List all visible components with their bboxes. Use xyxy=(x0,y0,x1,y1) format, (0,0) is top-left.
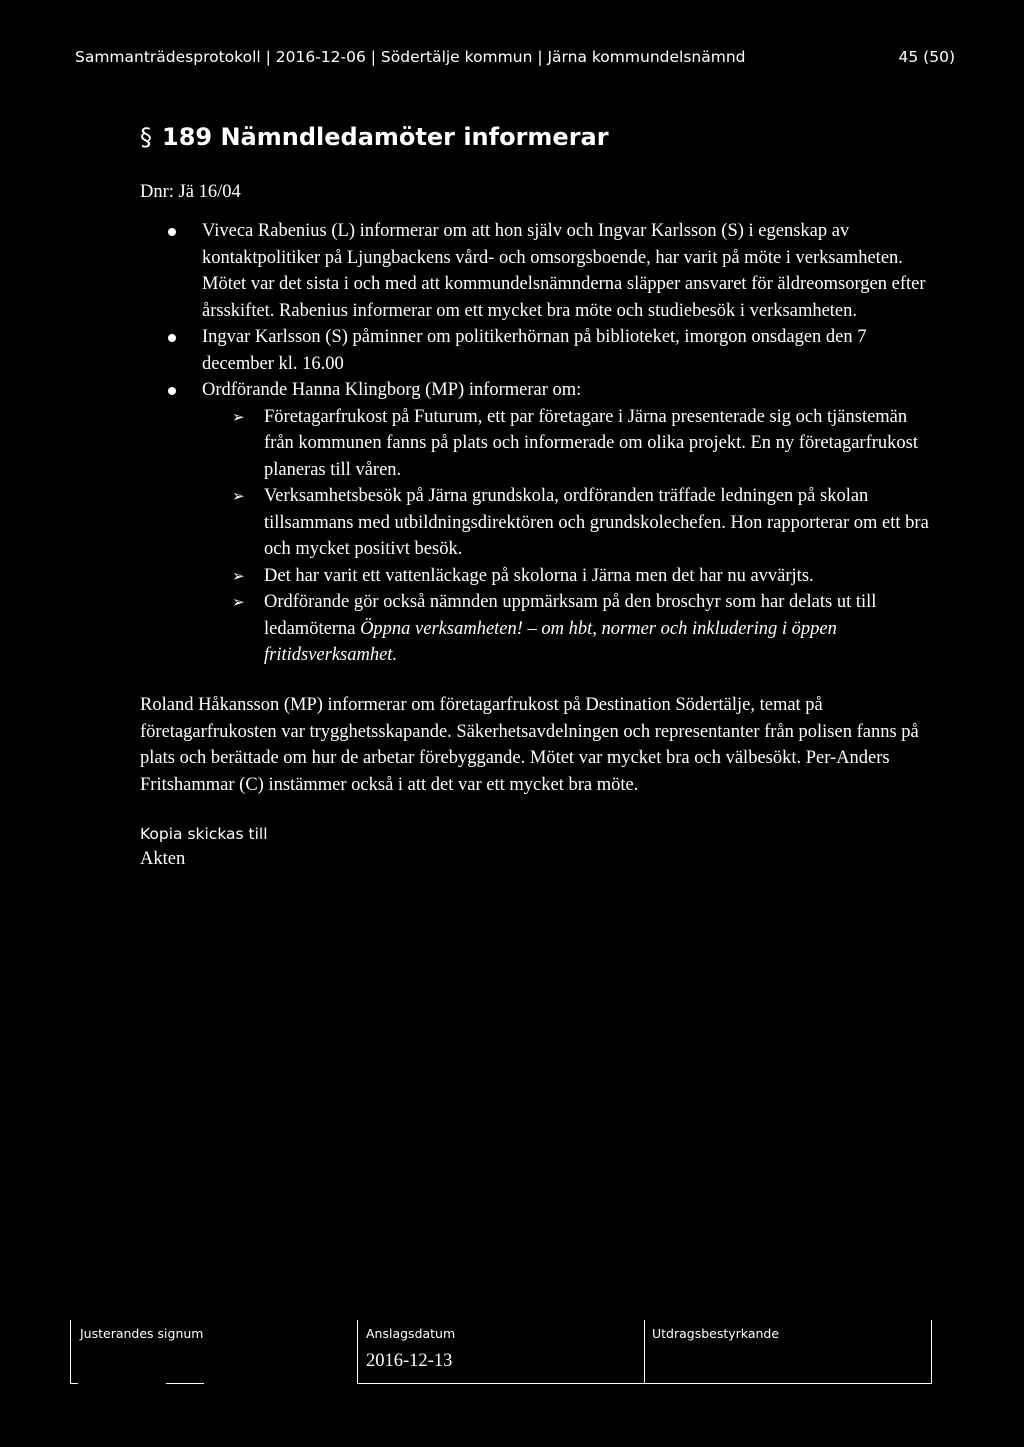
arrow-bullet-icon: ➢ xyxy=(232,407,245,426)
page-header xyxy=(75,45,955,69)
body-paragraph: Roland Håkansson (MP) informerar om företagarfrukost på Destination Södertälje, temat på företagarfrukosten var trygghetsskapande. Säkerhetsavdelningen och representanter från polisen fanns på plats och berättade om hur de arbetar förebyggande. Mötet var mycket bra och välbesökt. Per-Anders Fritshammar (C) instämmer också i att det var ett mycket bra möte. xyxy=(140,695,919,795)
copy-recipient: Akten xyxy=(140,849,186,869)
sublist-item xyxy=(202,563,940,590)
chair-sublist xyxy=(202,404,940,669)
brochure-title: Öppna verksamheten! – om hbt, normer och inkludering i öppen fritidsverksamhet. xyxy=(264,618,837,665)
page-number: 45 (50) xyxy=(898,48,955,66)
list-item-text: Ordförande Hanna Klingborg (MP) informerar om: xyxy=(202,380,582,400)
sublist-item-text: Företagarfrukost på Futurum, ett par företagare i Järna presenterade sig och tjänstemän från kommunen fanns på plats och informerade om olika projekt. En ny företagarfrukost planeras till våren. xyxy=(264,406,918,480)
header-title: Sammanträdesprotokoll | 2016-12-06 | Södertälje kommun | Järna kommundelsnämnd xyxy=(75,48,746,66)
copy-label: Kopia skickas till xyxy=(140,825,268,843)
diary-number: Dnr: Jä 16/04 xyxy=(140,182,241,202)
footer-divider xyxy=(931,1320,932,1384)
information-list xyxy=(140,218,940,669)
list-item-text: Ingvar Karlsson (S) påminner om politikerhörnan på biblioteket, imorgon onsdagen den 7 december kl. 16.00 xyxy=(202,327,867,374)
bullet-icon xyxy=(168,334,176,342)
sublist-item-text: Verksamhetsbesök på Järna grundskola, ordföranden träffade ledningen på skolan tillsammans med utbildningsdirektören och grundskolechefen. Hon rapporterar om ett bra och mycket positivt besök. xyxy=(264,486,929,559)
footer-divider xyxy=(644,1320,645,1384)
footer-divider xyxy=(70,1383,78,1384)
signature-label: Justerandes signum xyxy=(80,1326,204,1341)
list-item xyxy=(140,324,940,377)
posting-date-label: Anslagsdatum xyxy=(366,1326,456,1341)
posting-date: 2016-12-13 xyxy=(366,1351,453,1371)
certified-label: Utdragsbestyrkande xyxy=(652,1326,780,1341)
list-item xyxy=(140,218,940,324)
sublist-item xyxy=(202,483,940,563)
sublist-item xyxy=(202,404,940,484)
arrow-bullet-icon: ➢ xyxy=(232,487,245,505)
footer-divider xyxy=(70,1320,71,1384)
signature-footer xyxy=(70,1320,932,1384)
footer-divider xyxy=(166,1383,204,1384)
arrow-bullet-icon: ➢ xyxy=(232,566,245,585)
bullet-icon xyxy=(168,228,176,236)
list-item-text: Viveca Rabenius (L) informerar om att hon själv och Ingvar Karlsson (S) i egenskap av kontaktpolitiker på Ljungbackens vård- och omsorgsboende, har varit på möte i verksamheten. Mötet var det sista i och med att kommundelsnämnderna släpper ansvaret för äldreomsorgen efter årsskiftet. Rabenius informerar om ett mycket bra möte och studiebesök i verksamheten. xyxy=(202,221,926,321)
sublist-item-text: Ordförande gör också nämnden uppmärksam på den broschyr som har delats ut till ledamöterna xyxy=(264,592,877,639)
footer-divider xyxy=(357,1320,358,1384)
paragraph-symbol: § xyxy=(140,123,152,151)
sublist-item xyxy=(202,589,940,669)
section-title: 189 Nämndledamöter informerar xyxy=(162,123,609,151)
bullet-icon xyxy=(168,387,176,395)
section-heading xyxy=(140,120,609,154)
arrow-bullet-icon: ➢ xyxy=(232,593,245,611)
sublist-item-text: Det har varit ett vattenläckage på skolorna i Järna men det har nu avvärjts. xyxy=(264,565,814,586)
list-item xyxy=(140,377,940,669)
